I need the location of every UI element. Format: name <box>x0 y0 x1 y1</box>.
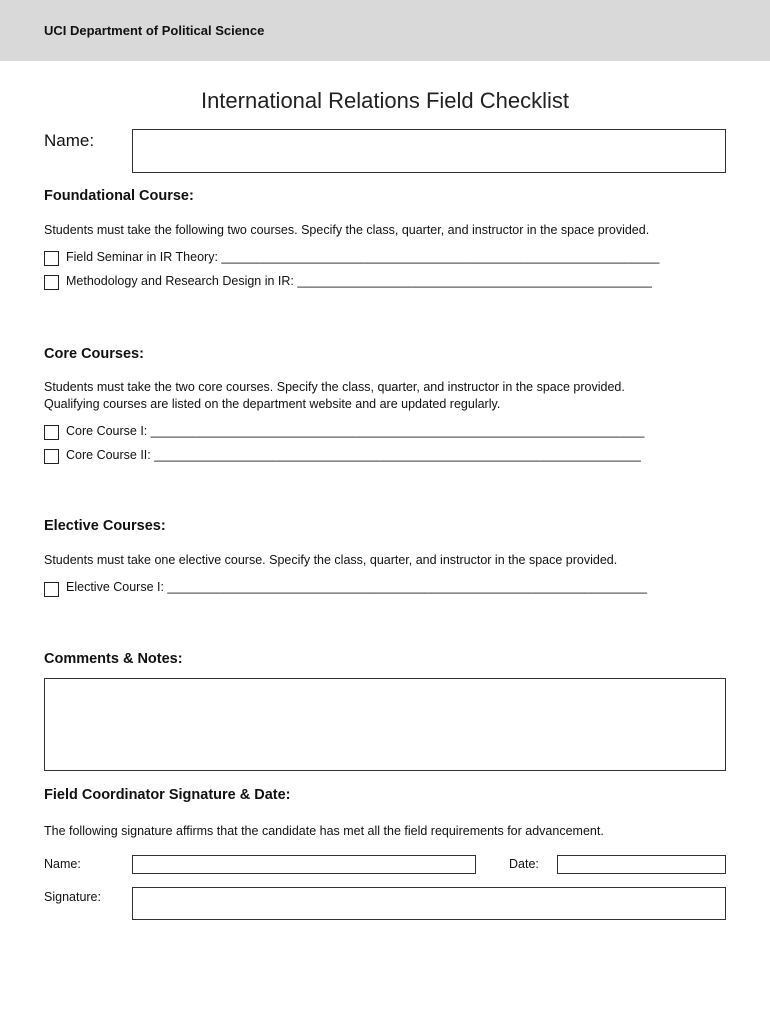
date-field[interactable] <box>557 855 726 874</box>
comments-field[interactable] <box>44 678 726 771</box>
core-instructions-line1: Students must take the two core courses. Specify the class, quarter, and instructor in the space provided. <box>44 380 625 394</box>
elective-course-1-checkbox[interactable] <box>44 582 59 597</box>
core-course-2-label: Core Course II: ______________________________________________________________________ <box>66 448 641 462</box>
student-name-field[interactable] <box>132 129 726 173</box>
core-heading: Core Courses: <box>44 346 144 362</box>
coordinator-name-label: Name: <box>44 857 81 871</box>
methodology-checkbox[interactable] <box>44 275 59 290</box>
core-instructions-line2: Qualifying courses are listed on the department website and are updated regularly. <box>44 397 501 411</box>
foundational-heading: Foundational Course: <box>44 188 194 204</box>
elective-course-1-label: Elective Course I: _____________________________________________________________________ <box>66 580 648 594</box>
core-course-2-checkbox[interactable] <box>44 449 59 464</box>
core-course-1-label: Core Course I: _______________________________________________________________________ <box>66 424 645 438</box>
signature-affirmation: The following signature affirms that the candidate has met all the field requirements for advancement. <box>44 824 604 838</box>
field-seminar-label: Field Seminar in IR Theory: _______________________________________________________________ <box>66 250 660 264</box>
core-course-1-checkbox[interactable] <box>44 425 59 440</box>
coordinator-name-field[interactable] <box>132 855 476 874</box>
methodology-label: Methodology and Research Design in IR: ___________________________________________________ <box>66 274 652 288</box>
foundational-instructions: Students must take the following two courses. Specify the class, quarter, and instructor in the space provided. <box>44 223 650 237</box>
signature-field[interactable] <box>132 887 726 920</box>
elective-instructions: Students must take one elective course. Specify the class, quarter, and instructor in the space provided. <box>44 553 618 567</box>
signature-heading: Field Coordinator Signature & Date: <box>44 787 291 803</box>
header-band <box>0 0 770 61</box>
name-label: Name: <box>44 131 95 150</box>
date-label: Date: <box>509 857 539 871</box>
organization-title: UCI Department of Political Science <box>44 23 265 38</box>
field-seminar-checkbox[interactable] <box>44 251 59 266</box>
document-title: International Relations Field Checklist <box>200 88 570 113</box>
elective-heading: Elective Courses: <box>44 518 166 534</box>
comments-heading: Comments & Notes: <box>44 651 183 667</box>
signature-label: Signature: <box>44 890 101 904</box>
